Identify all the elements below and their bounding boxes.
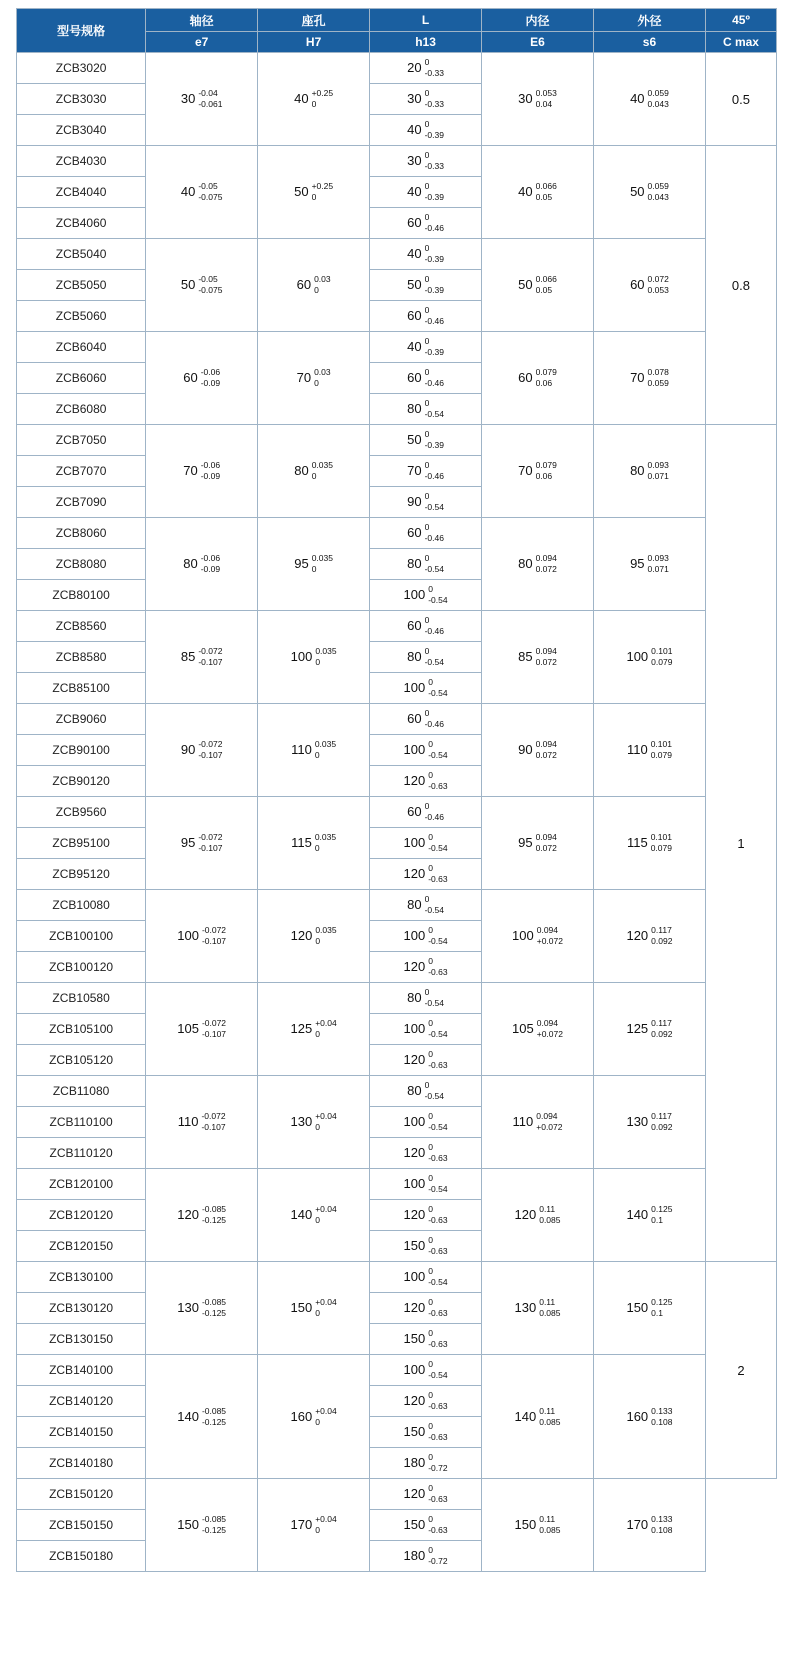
inner-dia-cell: 90 0.094 0.072 [482,704,594,797]
length-cell: 100 0 -0.54 [370,1262,482,1293]
housing-bore-cell: 110 0.035 0 [258,704,370,797]
outer-dia-cell: 150 0.125 0.1 [593,1262,705,1355]
inner-dia-cell: 150 0.11 0.085 [482,1479,594,1572]
table-row [17,1262,777,1293]
model-code-cell: ZCB10580 [17,983,146,1014]
model-code-cell: ZCB7090 [17,487,146,518]
model-code-cell: ZCB8560 [17,611,146,642]
shaft-dia-cell: 100 -0.072 -0.107 [146,890,258,983]
model-code-cell: ZCB100120 [17,952,146,983]
outer-dia-cell: 110 0.101 0.079 [593,704,705,797]
chamfer-cmax-cell: 2 [705,1262,776,1479]
table-row [17,425,777,456]
table-row [17,1355,777,1386]
model-code-cell: ZCB110120 [17,1138,146,1169]
header-row-top [17,9,777,32]
length-cell: 120 0 -0.63 [370,859,482,890]
table-row [17,704,777,735]
housing-bore-cell: 60 0.03 0 [258,239,370,332]
model-code-cell: ZCB90120 [17,766,146,797]
shaft-dia-cell: 105 -0.072 -0.107 [146,983,258,1076]
model-code-cell: ZCB150150 [17,1510,146,1541]
length-cell: 20 0 -0.33 [370,53,482,84]
inner-dia-cell: 60 0.079 0.06 [482,332,594,425]
length-cell: 60 0 -0.46 [370,208,482,239]
length-cell: 60 0 -0.46 [370,611,482,642]
model-code-cell: ZCB120120 [17,1200,146,1231]
length-cell: 100 0 -0.54 [370,1169,482,1200]
table-body [17,53,777,1572]
shaft-dia-cell: 30 -0.04 -0.061 [146,53,258,146]
model-code-cell: ZCB90100 [17,735,146,766]
outer-dia-cell: 100 0.101 0.079 [593,611,705,704]
table-row [17,983,777,1014]
col-header-outer-dia: 外径 [593,9,705,32]
model-code-cell: ZCB140180 [17,1448,146,1479]
outer-dia-cell: 115 0.101 0.079 [593,797,705,890]
col-subheader-inner-tol: E6 [482,32,594,53]
outer-dia-cell: 125 0.117 0.092 [593,983,705,1076]
length-cell: 100 0 -0.54 [370,1355,482,1386]
housing-bore-cell: 80 0.035 0 [258,425,370,518]
model-code-cell: ZCB95120 [17,859,146,890]
model-code-cell: ZCB5050 [17,270,146,301]
inner-dia-cell: 95 0.094 0.072 [482,797,594,890]
col-header-length: L [370,9,482,32]
col-header-model: 型号规格 [17,9,146,53]
housing-bore-cell: 140 +0.04 0 [258,1169,370,1262]
model-code-cell: ZCB3020 [17,53,146,84]
shaft-dia-cell: 85 -0.072 -0.107 [146,611,258,704]
length-cell: 80 0 -0.54 [370,983,482,1014]
inner-dia-cell: 70 0.079 0.06 [482,425,594,518]
model-code-cell: ZCB5060 [17,301,146,332]
length-cell: 100 0 -0.54 [370,921,482,952]
shaft-dia-cell: 70 -0.06 -0.09 [146,425,258,518]
inner-dia-cell: 50 0.066 0.05 [482,239,594,332]
model-code-cell: ZCB110100 [17,1107,146,1138]
model-code-cell: ZCB8060 [17,518,146,549]
col-subheader-outer-tol: s6 [593,32,705,53]
shaft-dia-cell: 120 -0.085 -0.125 [146,1169,258,1262]
length-cell: 150 0 -0.63 [370,1324,482,1355]
col-header-inner-dia: 内径 [482,9,594,32]
length-cell: 30 0 -0.33 [370,84,482,115]
length-cell: 100 0 -0.54 [370,1107,482,1138]
outer-dia-cell: 95 0.093 0.071 [593,518,705,611]
housing-bore-cell: 170 +0.04 0 [258,1479,370,1572]
length-cell: 60 0 -0.46 [370,518,482,549]
outer-dia-cell: 80 0.093 0.071 [593,425,705,518]
housing-bore-cell: 150 +0.04 0 [258,1262,370,1355]
model-code-cell: ZCB140120 [17,1386,146,1417]
housing-bore-cell: 95 0.035 0 [258,518,370,611]
length-cell: 60 0 -0.46 [370,301,482,332]
table-row [17,53,777,84]
col-subheader-bore-tol: H7 [258,32,370,53]
inner-dia-cell: 105 0.094 +0.072 [482,983,594,1076]
length-cell: 90 0 -0.54 [370,487,482,518]
col-subheader-length-tol: h13 [370,32,482,53]
length-cell: 50 0 -0.39 [370,425,482,456]
col-header-shaft: 轴径 [146,9,258,32]
table-row [17,332,777,363]
length-cell: 80 0 -0.54 [370,890,482,921]
model-code-cell: ZCB140150 [17,1417,146,1448]
housing-bore-cell: 160 +0.04 0 [258,1355,370,1479]
model-code-cell: ZCB130100 [17,1262,146,1293]
length-cell: 40 0 -0.39 [370,177,482,208]
shaft-dia-cell: 130 -0.085 -0.125 [146,1262,258,1355]
inner-dia-cell: 110 0.094 +0.072 [482,1076,594,1169]
inner-dia-cell: 120 0.11 0.085 [482,1169,594,1262]
model-code-cell: ZCB4030 [17,146,146,177]
outer-dia-cell: 160 0.133 0.108 [593,1355,705,1479]
model-code-cell: ZCB6040 [17,332,146,363]
outer-dia-cell: 40 0.059 0.043 [593,53,705,146]
inner-dia-cell: 140 0.11 0.085 [482,1355,594,1479]
inner-dia-cell: 130 0.11 0.085 [482,1262,594,1355]
length-cell: 100 0 -0.54 [370,580,482,611]
table-row [17,146,777,177]
model-code-cell: ZCB8580 [17,642,146,673]
length-cell: 40 0 -0.39 [370,239,482,270]
length-cell: 120 0 -0.63 [370,1479,482,1510]
model-code-cell: ZCB4040 [17,177,146,208]
shaft-dia-cell: 60 -0.06 -0.09 [146,332,258,425]
model-code-cell: ZCB105120 [17,1045,146,1076]
length-cell: 80 0 -0.54 [370,642,482,673]
model-code-cell: ZCB150120 [17,1479,146,1510]
model-code-cell: ZCB7050 [17,425,146,456]
model-code-cell: ZCB105100 [17,1014,146,1045]
model-code-cell: ZCB4060 [17,208,146,239]
length-cell: 120 0 -0.63 [370,1386,482,1417]
length-cell: 60 0 -0.46 [370,797,482,828]
model-code-cell: ZCB6060 [17,363,146,394]
length-cell: 80 0 -0.54 [370,1076,482,1107]
chamfer-cmax-cell: 0.8 [705,146,776,425]
length-cell: 100 0 -0.54 [370,828,482,859]
length-cell: 50 0 -0.39 [370,270,482,301]
length-cell: 30 0 -0.33 [370,146,482,177]
length-cell: 100 0 -0.54 [370,735,482,766]
model-code-cell: ZCB9060 [17,704,146,735]
length-cell: 120 0 -0.63 [370,1200,482,1231]
model-code-cell: ZCB9560 [17,797,146,828]
inner-dia-cell: 40 0.066 0.05 [482,146,594,239]
model-code-cell: ZCB140100 [17,1355,146,1386]
model-code-cell: ZCB120100 [17,1169,146,1200]
table-row [17,611,777,642]
model-code-cell: ZCB11080 [17,1076,146,1107]
model-code-cell: ZCB10080 [17,890,146,921]
inner-dia-cell: 85 0.094 0.072 [482,611,594,704]
inner-dia-cell: 80 0.094 0.072 [482,518,594,611]
model-code-cell: ZCB3030 [17,84,146,115]
col-subheader-cmax: C max [705,32,776,53]
housing-bore-cell: 100 0.035 0 [258,611,370,704]
table-row [17,890,777,921]
model-code-cell: ZCB120150 [17,1231,146,1262]
length-cell: 120 0 -0.63 [370,1045,482,1076]
model-code-cell: ZCB130120 [17,1293,146,1324]
model-code-cell: ZCB5040 [17,239,146,270]
housing-bore-cell: 130 +0.04 0 [258,1076,370,1169]
outer-dia-cell: 120 0.117 0.092 [593,890,705,983]
model-code-cell: ZCB150180 [17,1541,146,1572]
inner-dia-cell: 100 0.094 +0.072 [482,890,594,983]
table-row [17,1479,777,1510]
chamfer-cmax-cell: 1 [705,425,776,1262]
length-cell: 60 0 -0.46 [370,704,482,735]
housing-bore-cell: 120 0.035 0 [258,890,370,983]
model-code-cell: ZCB100100 [17,921,146,952]
shaft-dia-cell: 40 -0.05 -0.075 [146,146,258,239]
table-header [17,9,777,53]
length-cell: 40 0 -0.39 [370,332,482,363]
table-row [17,1169,777,1200]
inner-dia-cell: 30 0.053 0.04 [482,53,594,146]
outer-dia-cell: 50 0.059 0.043 [593,146,705,239]
length-cell: 180 0 -0.72 [370,1541,482,1572]
length-cell: 100 0 -0.54 [370,673,482,704]
model-code-cell: ZCB3040 [17,115,146,146]
model-code-cell: ZCB130150 [17,1324,146,1355]
length-cell: 180 0 -0.72 [370,1448,482,1479]
model-code-cell: ZCB95100 [17,828,146,859]
length-cell: 70 0 -0.46 [370,456,482,487]
table-row [17,797,777,828]
table-row [17,239,777,270]
length-cell: 80 0 -0.54 [370,394,482,425]
length-cell: 150 0 -0.63 [370,1231,482,1262]
table-row [17,1076,777,1107]
outer-dia-cell: 70 0.078 0.059 [593,332,705,425]
shaft-dia-cell: 140 -0.085 -0.125 [146,1355,258,1479]
outer-dia-cell: 170 0.133 0.108 [593,1479,705,1572]
outer-dia-cell: 60 0.072 0.053 [593,239,705,332]
model-code-cell: ZCB85100 [17,673,146,704]
length-cell: 120 0 -0.63 [370,952,482,983]
length-cell: 40 0 -0.39 [370,115,482,146]
housing-bore-cell: 115 0.035 0 [258,797,370,890]
length-cell: 100 0 -0.54 [370,1014,482,1045]
length-cell: 120 0 -0.63 [370,1293,482,1324]
shaft-dia-cell: 80 -0.06 -0.09 [146,518,258,611]
length-cell: 120 0 -0.63 [370,1138,482,1169]
housing-bore-cell: 40 +0.25 0 [258,53,370,146]
outer-dia-cell: 140 0.125 0.1 [593,1169,705,1262]
length-cell: 60 0 -0.46 [370,363,482,394]
chamfer-cmax-cell: 0.5 [705,53,776,146]
shaft-dia-cell: 110 -0.072 -0.107 [146,1076,258,1169]
col-subheader-shaft-tol: e7 [146,32,258,53]
col-header-chamfer: 45º [705,9,776,32]
model-code-cell: ZCB6080 [17,394,146,425]
length-cell: 80 0 -0.54 [370,549,482,580]
housing-bore-cell: 50 +0.25 0 [258,146,370,239]
shaft-dia-cell: 50 -0.05 -0.075 [146,239,258,332]
model-code-cell: ZCB8080 [17,549,146,580]
specification-table [16,8,777,1572]
col-header-housing-bore: 座孔 [258,9,370,32]
shaft-dia-cell: 95 -0.072 -0.107 [146,797,258,890]
length-cell: 150 0 -0.63 [370,1417,482,1448]
length-cell: 120 0 -0.63 [370,766,482,797]
model-code-cell: ZCB7070 [17,456,146,487]
shaft-dia-cell: 90 -0.072 -0.107 [146,704,258,797]
housing-bore-cell: 125 +0.04 0 [258,983,370,1076]
model-code-cell: ZCB80100 [17,580,146,611]
length-cell: 150 0 -0.63 [370,1510,482,1541]
housing-bore-cell: 70 0.03 0 [258,332,370,425]
outer-dia-cell: 130 0.117 0.092 [593,1076,705,1169]
shaft-dia-cell: 150 -0.085 -0.125 [146,1479,258,1572]
table-row [17,518,777,549]
